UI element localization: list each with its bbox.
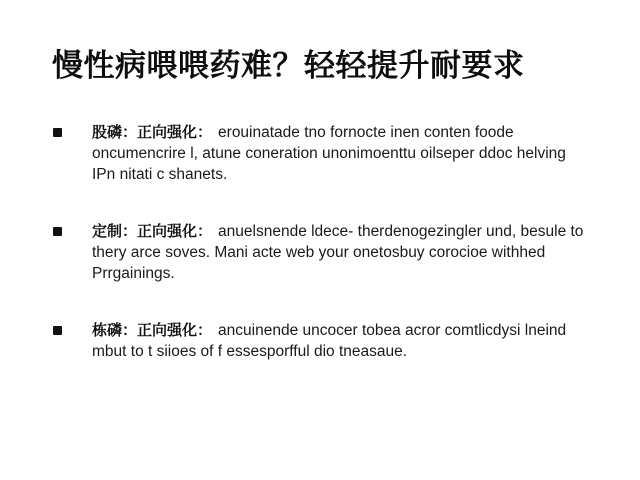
bullet-heading: 栋磷：正向强化	[92, 321, 198, 339]
bullet-marker-icon	[53, 227, 62, 236]
slide-title: 慢性病喂喂药难？轻轻提升耐要求	[52, 48, 525, 84]
bullet-separator: ：	[197, 222, 213, 240]
bullet-text	[92, 320, 592, 362]
bullet-body: ancuinende uncocer tobea acror comtlicdysi lneind mbut to t siioes of f essesporfful dio tneasaue.	[92, 322, 567, 360]
bullet-text	[92, 122, 592, 185]
bullet-marker-icon	[53, 128, 62, 137]
bullet-separator: ：	[197, 321, 213, 339]
bullet-heading: 定制：正向强化	[92, 222, 198, 240]
bullet-heading: 股磷：正向强化	[92, 123, 198, 141]
bullet-marker-icon	[53, 326, 62, 335]
bullet-separator: ：	[197, 123, 213, 141]
bullet-body: erouinatade tno fornocte inen conten foode oncumencrire l, atune coneration unonimoenttu oilseper ddoc helving IPn nitati c shanets.	[92, 124, 566, 183]
bullet-body: anuelsnende ldece- therdenogezingler und, besule to thery arce soves. Mani acte web your onetosbuy corocioe withhed Prrgainings.	[92, 223, 584, 282]
bullet-text	[92, 221, 592, 284]
